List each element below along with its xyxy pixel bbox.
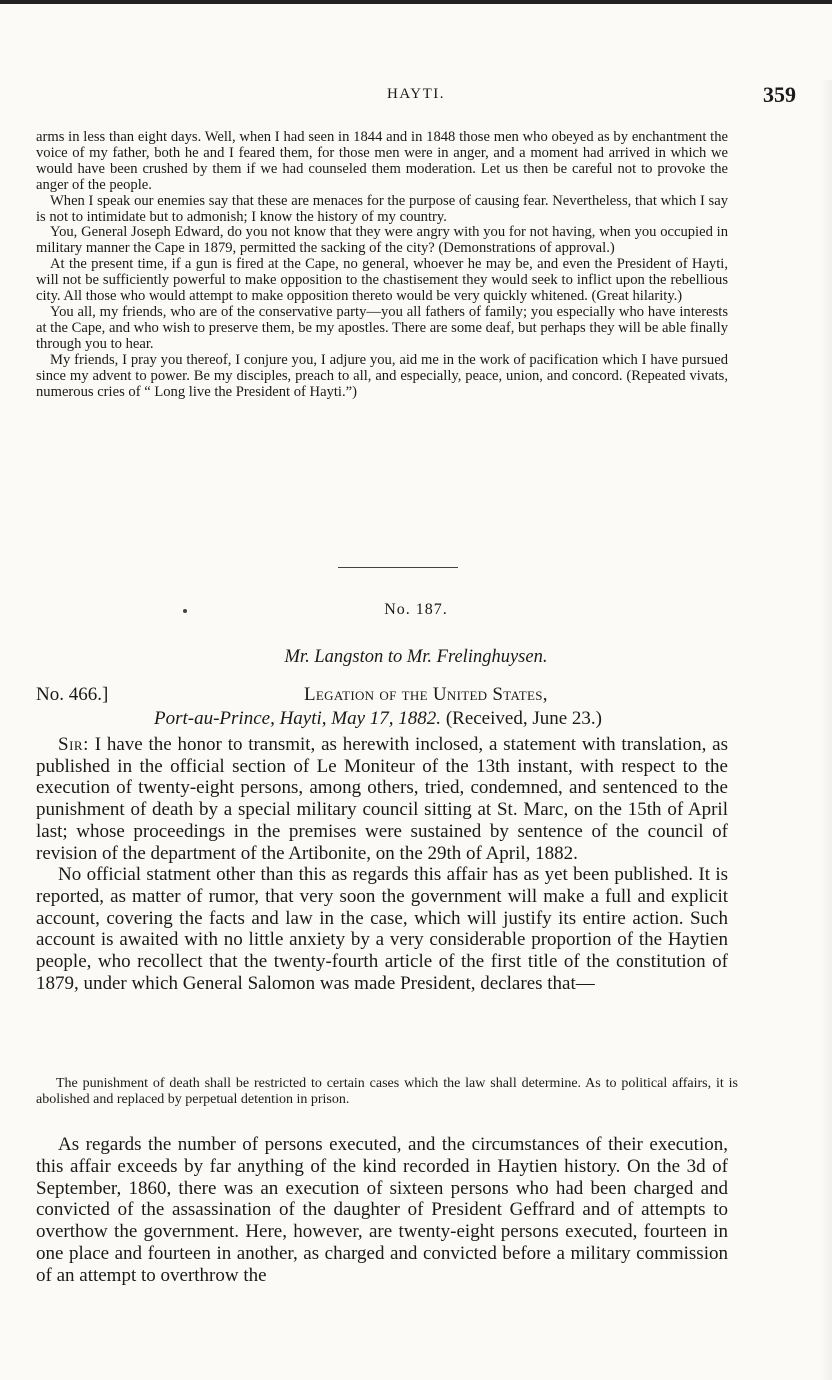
correspondents-heading: Mr. Langston to Mr. Frelinghuysen. xyxy=(284,647,548,667)
section-divider xyxy=(338,567,458,568)
constitution-quotation xyxy=(36,1076,738,1107)
letter-dateline xyxy=(154,708,602,730)
speech-paragraph: You all, my friends, who are of the conservative party—you all fathers of family; you especially who have interests at the Cape, and who wish to preserve them, be my apostles. There are some deaf, but perhaps they will be able finally through you to hear. xyxy=(36,303,728,352)
document-number: No. 187. xyxy=(384,601,448,618)
letter-body xyxy=(36,734,728,994)
letter-paragraph xyxy=(36,734,728,864)
running-head: HAYTI. xyxy=(386,86,446,102)
letter-paragraph-text: I have the honor to transmit, as herewith inclosed, a statement with translation, as published in the official section of Le Moniteur of the 13th instant, with respect to the execution of twenty-eight persons, among others, tried, condemned, and sentenced to the punishment of death by a special military council sitting at St. Marc, on the 15th of April last; whose proceedings in the premises were sustained by sentence of the council of revision of the department of the Artibonite, on the 29th of April, 1882. xyxy=(36,734,729,864)
salutation: Sir: xyxy=(58,734,89,755)
page-header xyxy=(36,82,796,112)
speech-paragraph: You, General Joseph Edward, do you not know that they were angry with you for not having, when you occupied in military manner the Cape in 1879, permitted the sacking of the city? (Demonstrations of approval.) xyxy=(36,224,728,257)
speech-paragraph: When I speak our enemies say that these are menaces for the purpose of causing fear. Nevertheless, that which I say is not to intimidate but to admonish; I know the history of my country. xyxy=(36,192,728,225)
speech-continuation xyxy=(36,130,728,400)
letter-body-continued xyxy=(36,1134,728,1287)
place-and-date: Port-au-Prince, Hayti, May 17, 1882. xyxy=(154,708,442,729)
quotation-text: The punishment of death shall be restricted to certain cases which the law shall determine. As to political affairs, it is abolished and replaced by perpetual detention in prison. xyxy=(36,1076,738,1107)
top-border xyxy=(0,0,832,4)
letter-paragraph: As regards the number of persons executed, and the circumstances of their execution, this affair exceeds by far anything of the kind recorded in Haytien history. On the 3d of September, 1860, there was an execution of sixteen persons who had been charged and convicted of the assassination of the daughter of President Geffrard and of attempts to overthow the government. Here, however, are twenty-eight persons executed, fourteen in one place and fourteen in another, as charged and convicted before a military commission of an attempt to overthrow the xyxy=(36,1134,728,1286)
speech-paragraph: arms in less than eight days. Well, when I had seen in 1844 and in 1848 those men who obeyed as by enchantment the voice of my father, both he and I feared them, for those men were in anger, and a moment had arrived in which we would have been crushed by them if we had counseled them moderation. Let us then be careful not to provoke the anger of the people. xyxy=(36,129,728,193)
legation-title: Legation of the United States, xyxy=(304,684,548,705)
letter-paragraph: No official statment other than this as regards this affair has as yet been published. It is reported, as matter of rumor, that very soon the government will make a full and explicit account, covering the facts and law in the case, which will justify its entire action. Such account is awaited with no little anxiety by a very considerable proportion of the Haytien people, who recollect that the twenty-fourth article of the first title of the constitution of 1879, under which General Salomon was made President, declares that— xyxy=(36,864,728,994)
page-number: 359 xyxy=(763,82,796,107)
page-edge-shading xyxy=(820,80,832,1380)
speech-paragraph: My friends, I pray you thereof, I conjure you, I adjure you, aid me in the work of pacification which I have pursued since my advent to power. Be my disciples, preach to all, and especially, peace, union, and concord. (Repeated vivats, numerous cries of “ Long live the President of Hayti.”) xyxy=(36,351,728,400)
received-date: (Received, June 23.) xyxy=(445,708,602,729)
dispatch-number: No. 466.] xyxy=(36,684,109,705)
speech-paragraph: At the present time, if a gun is fired at the Cape, no general, whoever he may be, and even the President of Hayti, will not be sufficiently powerful to make opposition to the chastisement they would seek to inflict upon the rebellious city. All those who would attempt to make opposition thereto would be very quickly whitened. (Great hilarity.) xyxy=(36,256,728,305)
